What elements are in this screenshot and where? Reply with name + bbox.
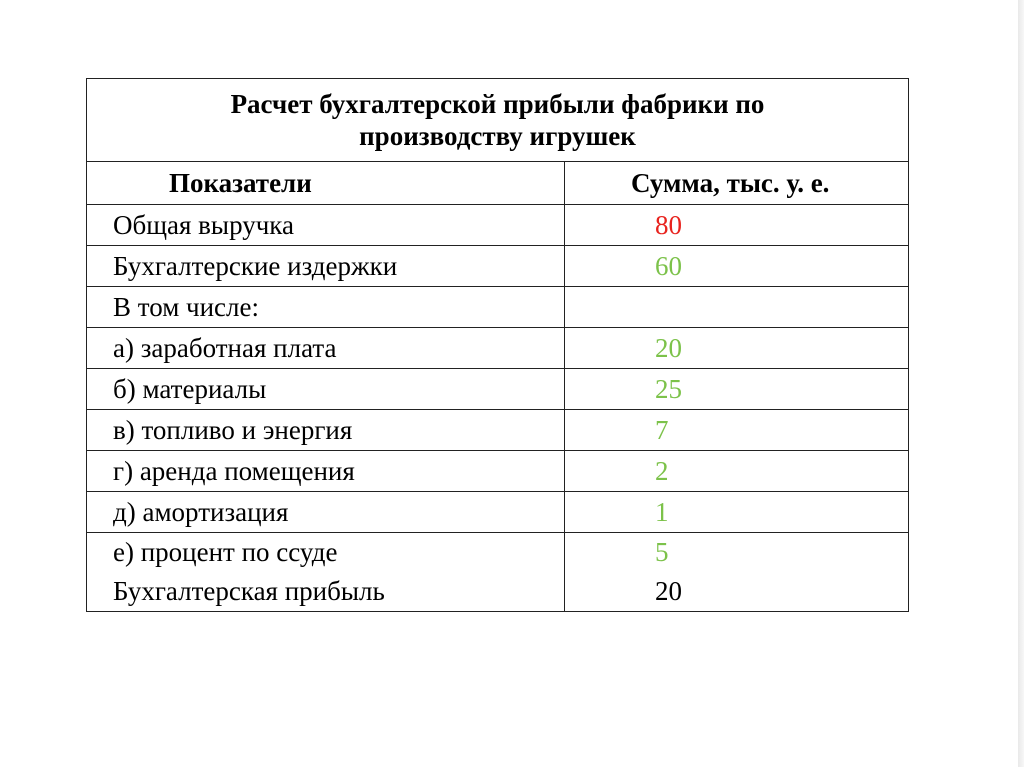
row-value xyxy=(565,533,909,612)
table-row xyxy=(87,287,909,328)
row-value: 25 xyxy=(565,369,909,410)
table-row xyxy=(87,410,909,451)
accounting-profit-label: Бухгалтерская прибыль xyxy=(113,576,385,606)
row-label: Общая выручка xyxy=(87,205,565,246)
table-row xyxy=(87,492,909,533)
row-label xyxy=(87,533,565,612)
row-value: 80 xyxy=(565,205,909,246)
table-title-line-2: производству игрушек xyxy=(359,121,636,151)
table-row xyxy=(87,246,909,287)
table-row xyxy=(87,533,909,612)
interest-value: 5 xyxy=(655,537,669,567)
table-row xyxy=(87,328,909,369)
row-label: а) заработная плата xyxy=(87,328,565,369)
row-value: 2 xyxy=(565,451,909,492)
header-indicators: Показатели xyxy=(87,162,565,205)
header-sum: Сумма, тыс. у. е. xyxy=(565,162,909,205)
row-value: 7 xyxy=(565,410,909,451)
row-value: 60 xyxy=(565,246,909,287)
table-row xyxy=(87,205,909,246)
accounting-profit-value: 20 xyxy=(655,576,682,606)
row-value: 1 xyxy=(565,492,909,533)
table-title-row xyxy=(87,79,909,162)
row-label: Бухгалтерские издержки xyxy=(87,246,565,287)
table-title xyxy=(87,79,909,162)
row-value xyxy=(565,287,909,328)
row-label: г) аренда помещения xyxy=(87,451,565,492)
row-label: в) топливо и энергия xyxy=(87,410,565,451)
row-label: б) материалы xyxy=(87,369,565,410)
interest-label: е) процент по ссуде xyxy=(113,537,338,567)
table-header-row xyxy=(87,162,909,205)
table-title-line-1: Расчет бухгалтерской прибыли фабрики по xyxy=(230,88,765,119)
row-value: 20 xyxy=(565,328,909,369)
row-label: В том числе: xyxy=(87,287,565,328)
table-row xyxy=(87,369,909,410)
table-row xyxy=(87,451,909,492)
profit-table xyxy=(86,78,909,612)
row-label: д) амортизация xyxy=(87,492,565,533)
slide-edge xyxy=(1018,0,1024,767)
